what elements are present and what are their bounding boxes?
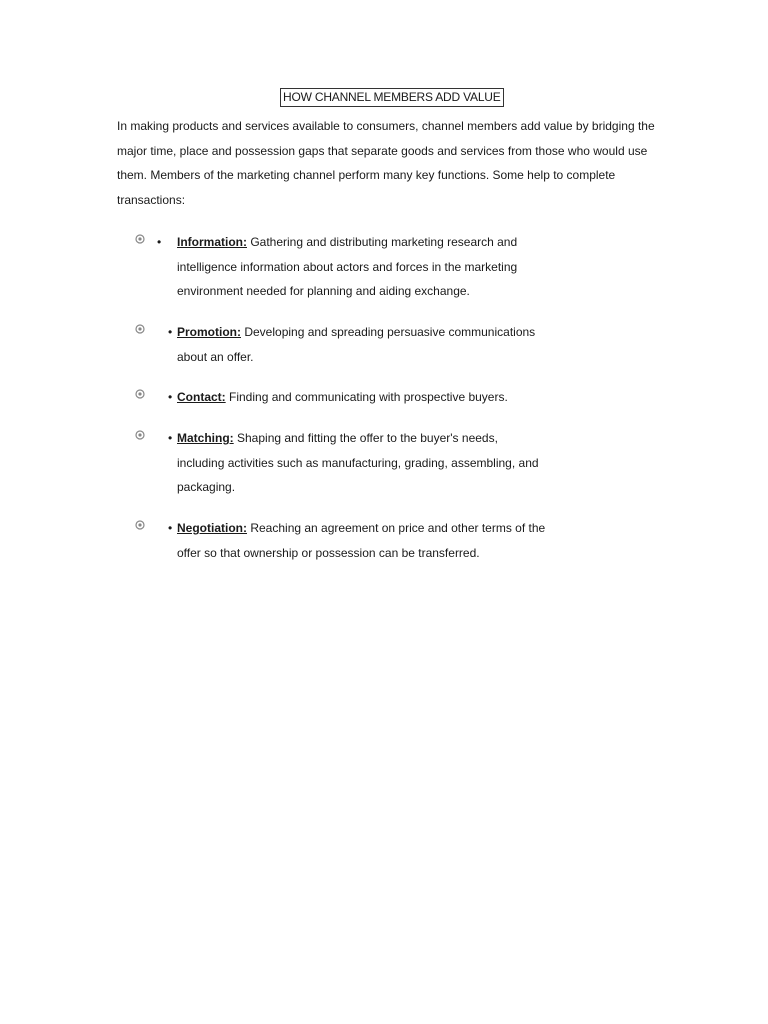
page-title: HOW CHANNEL MEMBERS ADD VALUE [280,88,504,107]
item-text [177,385,597,410]
item-description: Finding and communicating with prospective buyers. [225,390,508,404]
bullet-dot: • [168,325,173,339]
circle-plus-icon [135,324,145,334]
item-term: Promotion: [177,325,241,339]
bullet-dot: • [168,521,173,535]
item-description: Shaping and fitting the offer to the buyer's needs, including activities such as manufacturing, grading, assembling, and packaging. [177,431,539,494]
circle-plus-icon [135,520,145,530]
item-text [177,320,557,369]
bullet-dot: • [168,390,173,404]
item-description: Developing and spreading persuasive communications about an offer. [177,325,536,364]
item-term: Negotiation: [177,521,247,535]
item-term: Matching: [177,431,234,445]
circle-plus-icon [135,234,145,244]
item-text [177,516,552,565]
item-text [177,230,557,304]
circle-plus-icon [135,430,145,440]
circle-plus-icon [135,389,145,399]
item-description: Gathering and distributing marketing research and intelligence information about actors and forces in the marketing environment needed for planning and aiding exchange. [177,235,518,298]
item-term: Information: [177,235,247,249]
item-description: Reaching an agreement on price and other terms of the offer so that ownership or possession can be transferred. [177,521,546,560]
item-term: Contact: [177,390,226,404]
intro-paragraph: In making products and services available to consumers, channel members add value by bridging the major time, place and possession gaps that separate goods and services from those who would use them. Members of the marketing channel perform many key functions. Some help to complete transactions: [117,119,655,207]
bullet-dot: • [168,431,173,445]
bullet-dot: • [157,235,162,249]
item-text [177,426,547,500]
